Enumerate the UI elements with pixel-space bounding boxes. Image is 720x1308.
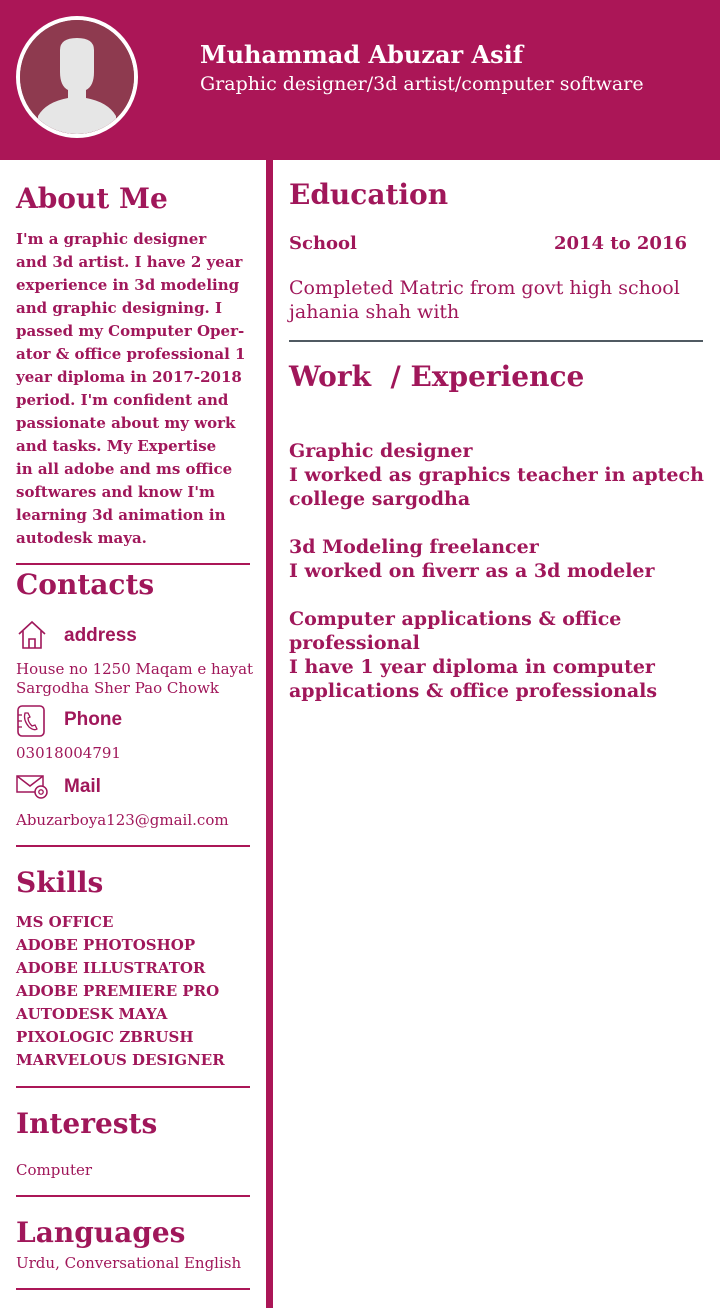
person-silhouette-icon bbox=[20, 20, 134, 134]
about-line: and tasks. My Expertise bbox=[16, 437, 217, 455]
about-line: I'm a graphic designer bbox=[16, 230, 207, 248]
interests-title: Interests bbox=[16, 1107, 158, 1140]
skills-list bbox=[16, 911, 225, 1072]
phone-label: Phone bbox=[64, 709, 123, 730]
divider bbox=[16, 1288, 250, 1290]
profile-name: Muhammad Abuzar Asif bbox=[200, 40, 524, 69]
work-title: Work / Experience bbox=[289, 360, 585, 393]
phone-value: 03018004791 bbox=[16, 744, 121, 762]
skills-title: Skills bbox=[16, 866, 104, 899]
work-detail: I worked as graphics teacher in aptech college sargodha bbox=[289, 464, 704, 510]
work-role: Computer applications & office professional bbox=[289, 608, 622, 654]
divider bbox=[16, 845, 250, 847]
about-line: in all adobe and ms office bbox=[16, 460, 233, 478]
header-banner bbox=[0, 0, 720, 160]
work-detail: I worked on fiverr as a 3d modeler bbox=[289, 560, 655, 582]
about-line: learning 3d animation in bbox=[16, 506, 226, 524]
about-line: autodesk maya. bbox=[16, 529, 147, 547]
skill-item: ADOBE PHOTOSHOP bbox=[16, 936, 196, 954]
skill-item: PIXOLOGIC ZBRUSH bbox=[16, 1028, 194, 1046]
education-title: Education bbox=[289, 178, 449, 211]
contacts-title: Contacts bbox=[16, 568, 155, 601]
work-detail: I have 1 year diploma in computer applications & office professionals bbox=[289, 656, 658, 702]
about-line: experience in 3d modeling bbox=[16, 276, 240, 294]
about-title: About Me bbox=[16, 182, 168, 215]
mail-icon bbox=[16, 774, 50, 800]
skill-item: MARVELOUS DESIGNER bbox=[16, 1051, 225, 1069]
divider bbox=[289, 340, 703, 342]
about-line: period. I'm confident and bbox=[16, 391, 229, 409]
skill-item: ADOBE PREMIERE PRO bbox=[16, 982, 220, 1000]
about-text bbox=[16, 228, 252, 550]
address-line-1: House no 1250 Maqam e hayat bbox=[16, 660, 254, 678]
work-item bbox=[289, 607, 709, 703]
avatar bbox=[16, 16, 138, 138]
work-role: Graphic designer bbox=[289, 440, 473, 462]
about-line: ator & office professional 1 bbox=[16, 345, 246, 363]
mail-value: Abuzarboya123@gmail.com bbox=[16, 811, 229, 829]
interests-value: Computer bbox=[16, 1161, 93, 1179]
education-school-label: School bbox=[289, 233, 357, 254]
about-line: passed my Computer Oper- bbox=[16, 322, 245, 340]
profile-tagline: Graphic designer/3d artist/computer software bbox=[200, 73, 644, 95]
work-list bbox=[289, 439, 709, 727]
phone-icon bbox=[16, 704, 46, 738]
work-role: 3d Modeling freelancer bbox=[289, 536, 539, 558]
mail-label: Mail bbox=[64, 776, 101, 797]
skill-item: MS OFFICE bbox=[16, 913, 114, 931]
work-item bbox=[289, 535, 709, 583]
column-divider bbox=[266, 160, 273, 1308]
work-item bbox=[289, 439, 709, 511]
skill-item: ADOBE ILLUSTRATOR bbox=[16, 959, 206, 977]
about-line: softwares and know I'm bbox=[16, 483, 215, 501]
education-description: Completed Matric from govt high school jahania shah with bbox=[289, 277, 680, 323]
languages-value: Urdu, Conversational English bbox=[16, 1254, 242, 1272]
divider bbox=[16, 563, 250, 565]
address-label: address bbox=[64, 625, 137, 646]
divider bbox=[16, 1195, 250, 1197]
home-icon bbox=[16, 619, 48, 651]
about-line: and graphic designing. I bbox=[16, 299, 223, 317]
divider bbox=[16, 1086, 250, 1088]
languages-title: Languages bbox=[16, 1216, 186, 1249]
about-line: and 3d artist. I have 2 year bbox=[16, 253, 243, 271]
education-years: 2014 to 2016 bbox=[553, 233, 687, 254]
about-line: passionate about my work bbox=[16, 414, 236, 432]
about-line: year diploma in 2017-2018 bbox=[16, 368, 242, 386]
address-line-2: Sargodha Sher Pao Chowk bbox=[16, 679, 220, 697]
skill-item: AUTODESK MAYA bbox=[16, 1005, 168, 1023]
